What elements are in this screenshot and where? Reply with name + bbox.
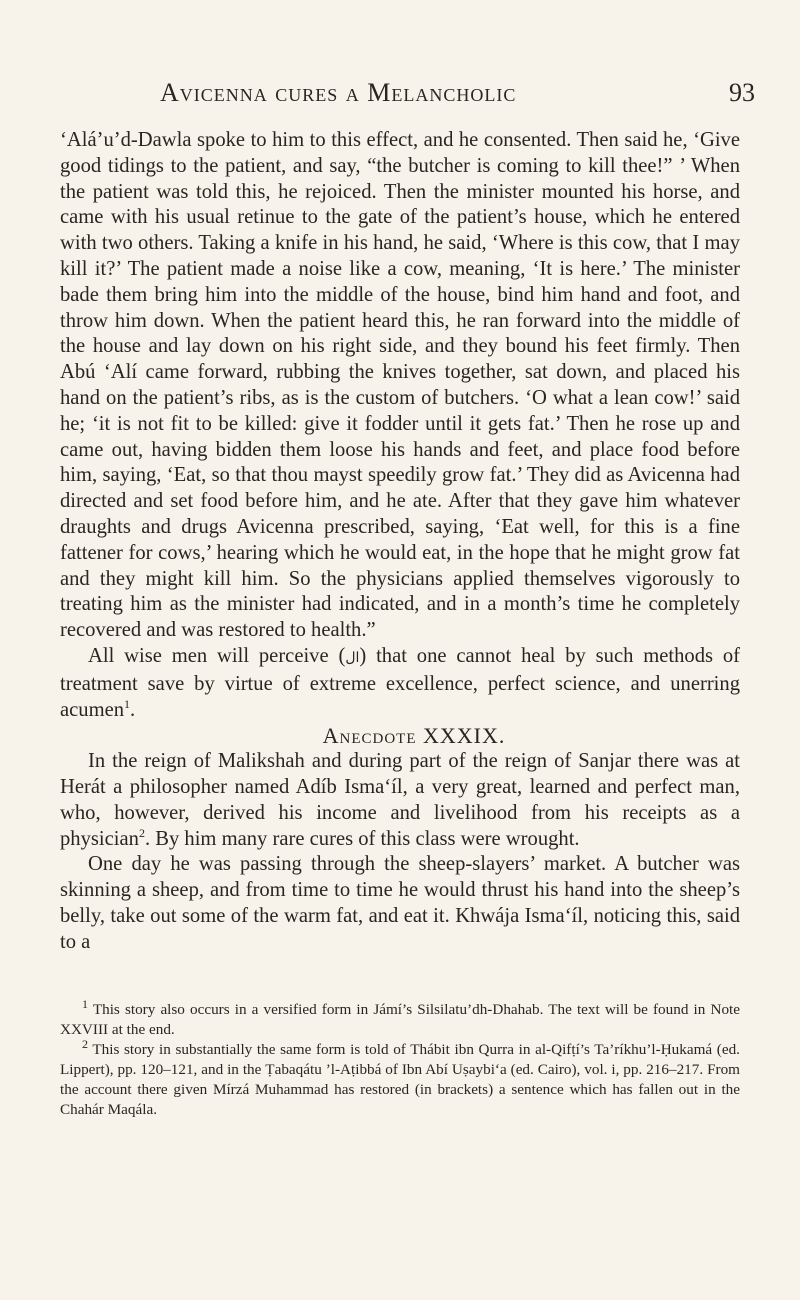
footnote-ref: 1	[124, 696, 131, 711]
footnote-number: 1	[82, 996, 88, 1011]
anecdote-heading: Anecdote XXXIX.	[322, 723, 506, 749]
footnote-text: This story also occurs in a versified form in Jámí’s Silsilatu’dh-Dhahab. The text will be found in Note XXVIII at the end.	[60, 1001, 740, 1038]
paragraph: ‘Alá’u’d-Dawla spoke to him to this effect, and he consented. Then said he, ‘Give good tidings to the patient, and say, “the butcher is coming to kill thee!” ’ When the patient was told this, he rejoiced. Then the minister mounted his horse, and came with his usual retinue to the gate of the patient’s house, which he entered with two others. Taking a knife in his hand, he said, ‘Where is this cow, that I may kill it?’ The patient made a noise like a cow, meaning, ‘It is here.’ The minister bade them bring him into the middle of the house, bind him hand and foot, and throw him down. When the patient heard this, he ran forward into the middle of the house and lay down on his right side, and they bound his feet firmly. Then Abú ‘Alí came forward, rubbing the knives together, sat down, and placed his hand on the patient’s ribs, as is the custom of butchers. ‘O what a lean cow!’ said he; ‘it is not fit to be killed: give it fodder until it gets fat.’ Then he rose up and came out, having bidden them loose his hands and feet, and place food before him, saying, ‘Eat, so that thou mayst speedily grow fat.’ They did as Avicenna had directed and set food before him, and he ate. After that they gave him whatever draughts and drugs Avicenna prescribed, saying, ‘Eat well, for this is a fine fattener for cows,’ hearing which he would eat, in the hope that he might grow fat and they might kill him. So the physicians applied themselves vigorously to treating him as the minister had indicated, and in a month’s time he completely recovered and was restored to health.”	[60, 129, 740, 642]
paragraph: One day he was passing through the sheep-slayers’ market. A butcher was skinning a sheep, and from time to time he would thrust his hand into the sheep’s belly, take out some of the warm fat, and eat it. Khwája Isma‘íl, noticing this, said to a	[60, 853, 740, 953]
page-number: 93	[729, 78, 755, 107]
paragraph-text: All wise men will perceive (	[88, 644, 346, 667]
footnote-ref: 2	[138, 825, 145, 840]
body-text	[60, 128, 740, 956]
running-head	[100, 78, 755, 108]
paragraph	[60, 749, 740, 852]
footnote-text: This story in substantially the same form is told of Thábit ibn Qurra in al-Qifṭí’s Ta’ríkhu’l-Ḥukamá (ed. Lippert), pp. 120–121, and in the Ṭabaqátu ’l-Aṭibbá of Ibn Abí Uṣaybi‘a (ed. Cairo), vol. i, pp. 216–217. From the account there given Mírzá Muhammad has restored (in brackets) a sentence which has fallen out in the Chahár Maqála.	[60, 1041, 740, 1118]
footnote	[60, 996, 740, 1040]
paragraph-text: In the reign of Malikshah and during part of the reign of Sanjar there was at Herát a philosopher named Adíb Isma‘íl, a very great, learned and perfect man, who, however, derived his income and livelihood from his receipts as a physician	[60, 750, 740, 850]
footnote	[60, 1036, 740, 1120]
paragraph-text: that one cannot heal by such methods of treatment save by virtue of extreme excellence, perfect science, and unerring acumen	[60, 644, 740, 721]
running-head-title: Avicenna cures a Melancholic	[160, 78, 517, 107]
arabic-glyph: ﺍﻝ	[345, 650, 360, 666]
paragraph-text: . By him many rare cures of this class were wrought.	[144, 827, 580, 850]
footnote-number: 2	[82, 1036, 88, 1051]
footnotes	[60, 996, 740, 1120]
paragraph: All wise men will perceive (ﺍﻝ) that one cannot heal by such methods of treatment save by virtue of extreme excellence, perfect science, and unerring acumen$^1$.	[60, 644, 740, 721]
